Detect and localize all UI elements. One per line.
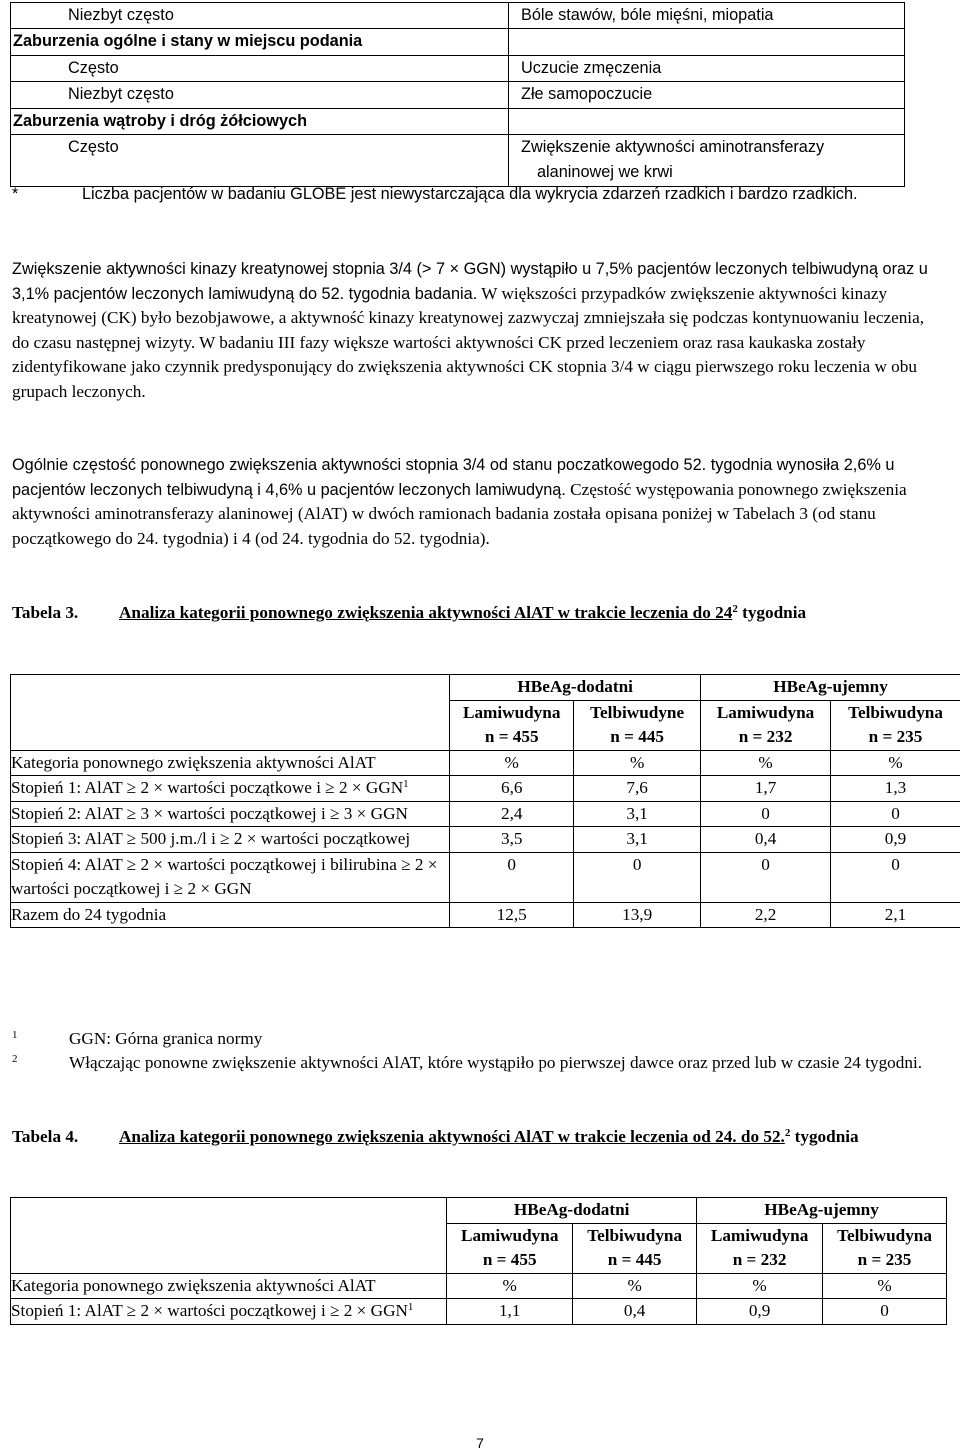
table-row <box>11 776 960 802</box>
row-label: Razem do 24 tygodnia <box>11 902 450 928</box>
row-label: Stopień 1: AlAT ≥ 2 × wartości początkowej $i \ge 2 \times GGN^1$ <box>11 1299 447 1325</box>
column-header: Lamiwudyna n = 455 <box>450 700 574 750</box>
value-cell: 6,6 <box>450 776 574 802</box>
table-row <box>11 827 960 853</box>
paragraph-ck <box>12 257 942 404</box>
table-title: Analiza kategorii ponownego zwiększenia aktywności AlAT w trakcie leczenia od 24. do 52.$^2$ tygodnia <box>119 1125 949 1150</box>
value-cell: % <box>574 750 701 776</box>
table3 <box>10 674 960 928</box>
value-cell: % <box>823 1273 947 1299</box>
value-cell: 0 <box>831 852 960 902</box>
table-header-row <box>11 1198 947 1224</box>
frequency-cell: Niezbyt często <box>11 82 509 108</box>
event-line: alaninowej we krwi <box>521 160 904 185</box>
value-cell: 0,9 <box>697 1299 823 1325</box>
value-cell: 0,4 <box>701 827 831 853</box>
table-row <box>11 1273 947 1299</box>
value-cell: 7,6 <box>574 776 701 802</box>
event-line: Zwiększenie aktywności aminotransferazy <box>521 135 904 160</box>
empty-cell <box>509 108 905 134</box>
event-cell: Złe samopoczucie <box>509 82 905 108</box>
footnote-text: GGN: Górna granica normy <box>69 1027 939 1052</box>
column-header: Lamiwudyna n = 232 <box>697 1223 823 1273</box>
footnote-text: Liczba pacjentów w badaniu GLOBE jest niewystarczająca dla wykrycia zdarzeń rzadkich i bardzo rzadkich. <box>82 182 947 207</box>
footnote-mark: * <box>12 182 18 207</box>
event-cell <box>509 135 905 187</box>
row-label: Kategoria ponownego zwiększenia aktywności AlAT <box>11 750 450 776</box>
value-cell: 2,4 <box>450 801 574 827</box>
value-cell: 12,5 <box>450 902 574 928</box>
value-cell: 1,1 <box>447 1299 573 1325</box>
frequency-cell: Często <box>11 55 509 81</box>
column-header: Telbiwudyna n = 235 <box>823 1223 947 1273</box>
page-number: 7 <box>0 1431 960 1456</box>
table-header-row <box>11 675 960 701</box>
value-cell: % <box>450 750 574 776</box>
value-cell: 2,1 <box>831 902 960 928</box>
column-header: Telbiwudyne n = 445 <box>574 700 701 750</box>
table4 <box>10 1197 947 1325</box>
value-cell: % <box>697 1273 823 1299</box>
value-cell: 0,4 <box>573 1299 697 1325</box>
value-cell: 0 <box>831 801 960 827</box>
row-label: Stopień 1: AlAT ≥ 2 × wartości początkowe $i \ge 2 \times GGN^1$ <box>11 776 450 802</box>
footnote-text: Włączając ponowne zwiększenie aktywności AlAT, które wystąpiło po pierwszej dawce oraz przed lub w czasie 24 tygodni. <box>69 1051 939 1076</box>
column-header: Telbiwudyna n = 235 <box>831 700 960 750</box>
footnote-mark: 1 <box>12 1023 18 1048</box>
frequency-cell: Niezbyt często <box>11 3 509 29</box>
value-cell: % <box>831 750 960 776</box>
value-cell: 13,9 <box>574 902 701 928</box>
row-label: Stopień 2: AlAT ≥ 3 × wartości początkowej i ≥ 3 × GGN <box>11 801 450 827</box>
table-row <box>11 902 960 928</box>
column-header: Lamiwudyna n = 232 <box>701 700 831 750</box>
table-row <box>11 1299 947 1325</box>
value-cell: 3,1 <box>574 801 701 827</box>
empty-cell <box>11 1198 447 1274</box>
value-cell: % <box>573 1273 697 1299</box>
value-cell: 0 <box>823 1299 947 1325</box>
organ-class-heading: Zaburzenia ogólne i stany w miejscu podania <box>11 29 509 55</box>
value-cell: % <box>447 1273 573 1299</box>
paragraph-text: W większości przypadków zwiększenie aktywności kinazy kreatynowej (CK) było bezobjawowe, a aktywność kinazy kreatynowej zazwyczaj zmniejszała się podczas kontynuowaniu leczenia, do czasu następnej wizyty. W badaniu III fazy większe wartości aktywności CK przed leczeniem oraz rasa kaukaska zostały zidentyfikowane jako czynnik predysponujący do zwiększenia aktywności CK stopnia 3/4 w ciągu pierwszego roku leczenia w obu grupach leczonych. <box>12 284 924 401</box>
group-header: HBeAg-ujemny <box>697 1198 947 1224</box>
value-cell: % <box>701 750 831 776</box>
table-row <box>11 55 905 81</box>
paragraph-text: Ogólnie częstość ponownego zwiększenia aktywności stopnia 3/4 od stanu poczatkowegodo 52. tygodnia wynosiła 2,6% u pacjentów leczonych telbiwudyną i 4,6% u pacjentów leczonych lamiwudyną. <box>12 456 894 499</box>
table-row <box>11 750 960 776</box>
table-row <box>11 801 960 827</box>
value-cell: 3,1 <box>574 827 701 853</box>
table-label: Tabela 4. <box>12 1125 78 1150</box>
row-label: Kategoria ponownego zwiększenia aktywności AlAT <box>11 1273 447 1299</box>
table-title: Analiza kategorii ponownego zwiększenia aktywności AlAT w trakcie leczenia do $24^2$ tygodnia <box>119 601 949 626</box>
group-header: HBeAg-dodatni <box>447 1198 697 1224</box>
frequency-cell: Często <box>11 135 509 187</box>
group-header: HBeAg-ujemny <box>701 675 960 701</box>
table-row <box>11 108 905 134</box>
footnote-mark: 2 <box>12 1047 18 1072</box>
value-cell: 0 <box>701 852 831 902</box>
table-label: Tabela 3. <box>12 601 78 626</box>
empty-cell <box>11 675 450 751</box>
value-cell: 0 <box>574 852 701 902</box>
table-row <box>11 29 905 55</box>
event-cell: Bóle stawów, bóle mięśni, miopatia <box>509 3 905 29</box>
value-cell: 0 <box>701 801 831 827</box>
table-row <box>11 82 905 108</box>
value-cell: 2,2 <box>701 902 831 928</box>
value-cell: 0 <box>450 852 574 902</box>
paragraph-text: Zwiększenie aktywności kinazy kreatynowej stopnia 3/4 (> 7 × GGN) wystąpiło u 7,5% pacjentów leczonych telbiwudyną oraz u 3,1% pacjentów leczonych lamiwudyną do 52. tygodnia badania. <box>12 260 928 303</box>
paragraph-text: Częstość występowania ponownego zwiększenia aktywności aminotransferazy alaninowej (AlAT) w dwóch ramionach badania została opisana poniżej w Tabelach 3 (od stanu początkowego do 24. tygodnia) i 4 (od 24. tygodnia do 52. tygodnia). <box>12 480 907 548</box>
column-header: Lamiwudyna n = 455 <box>447 1223 573 1273</box>
group-header: HBeAg-dodatni <box>450 675 701 701</box>
table-row <box>11 3 905 29</box>
row-label: Stopień 4: AlAT ≥ 2 × wartości początkowej i bilirubina ≥ 2 × wartości początkowej i ≥ 2 × GGN <box>11 852 450 902</box>
paragraph-alat <box>12 453 942 551</box>
row-label: Stopień 3: AlAT ≥ 500 j.m./l i ≥ 2 × wartości początkowej <box>11 827 450 853</box>
value-cell: 1,3 <box>831 776 960 802</box>
organ-class-heading: Zaburzenia wątroby i dróg żółciowych <box>11 108 509 134</box>
adverse-events-table <box>10 2 905 187</box>
event-cell: Uczucie zmęczenia <box>509 55 905 81</box>
value-cell: 3,5 <box>450 827 574 853</box>
value-cell: 1,7 <box>701 776 831 802</box>
column-header: Telbiwudyna n = 445 <box>573 1223 697 1273</box>
table-row <box>11 135 905 187</box>
empty-cell <box>509 29 905 55</box>
value-cell: 0,9 <box>831 827 960 853</box>
table-row <box>11 852 960 902</box>
